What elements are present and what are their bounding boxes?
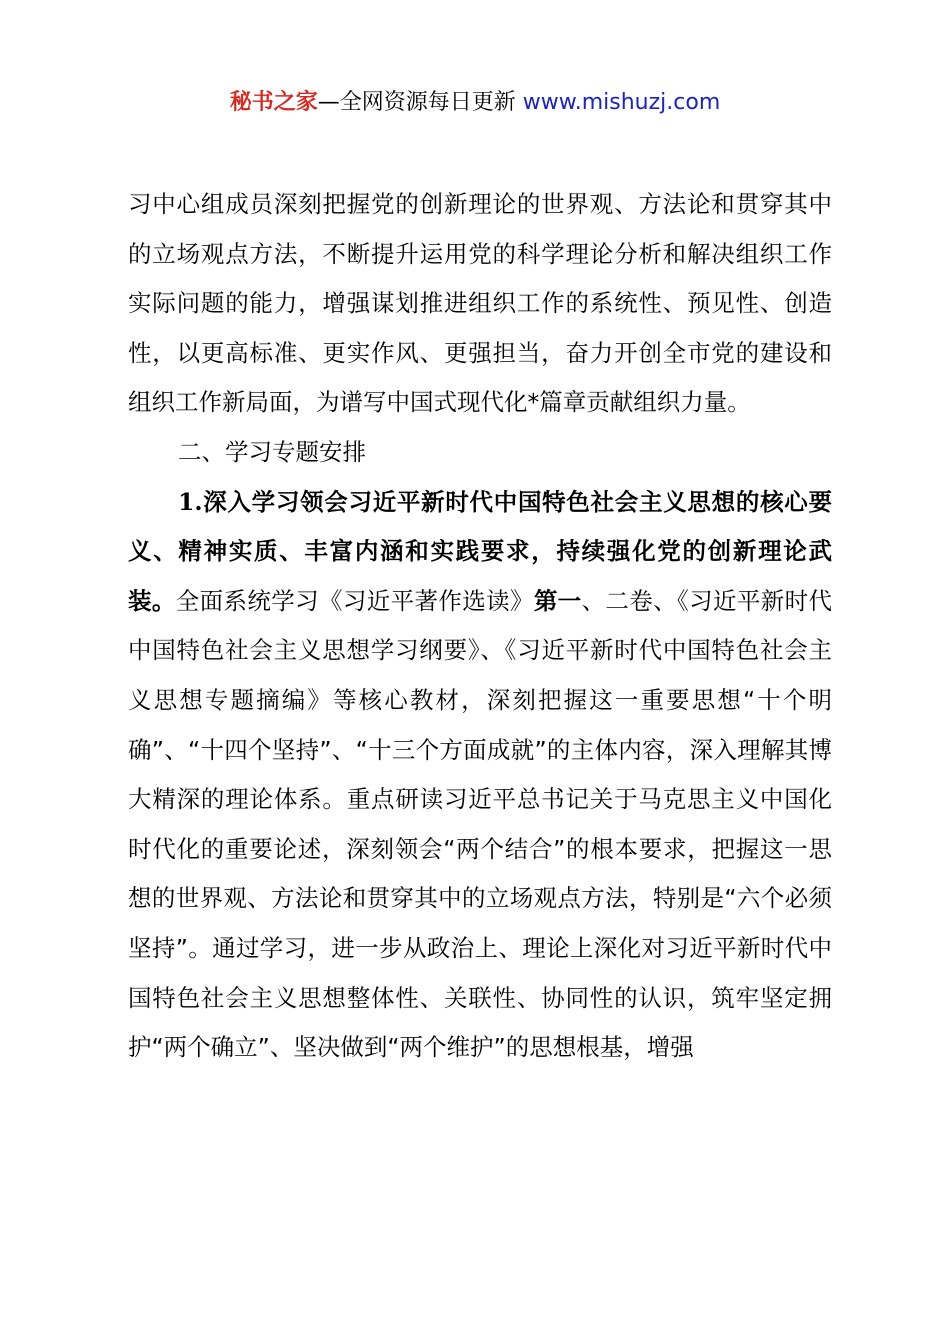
paragraph-continued: 习中心组成员深刻把握党的创新理论的世界观、方法论和贯穿其中的立场观点方法，不断提升运用党的科学理论分析和解决组织工作实际问题的能力，增强谋划推进组织工作的系统性、预见性、创造性，以更高标准、更实作风、更强担当，奋力开创全市党的建设和组织工作新局面，为谱写中国式现代化*篇章贡献组织力量。 (128, 190, 832, 417)
item-1-text-a: 全面系统学习《习近平著作选读》 (175, 586, 534, 615)
item-1-bold-b: 第一 (533, 586, 582, 615)
website-link[interactable]: www.mishuzj.com (522, 90, 721, 115)
paragraph-item-1 (128, 478, 832, 1073)
document-body (128, 180, 832, 1073)
brand-name: 秘书之家 (229, 90, 318, 115)
header-slogan: —全网资源每日更新 (317, 90, 523, 115)
item-1-bold-lead: 1.深入学习领会习近平新时代中国特色社会主义思想的核心要义、精神实质、丰富内涵和实践要求，持续强化党的创新理论武装。 (128, 487, 832, 615)
section-heading: 二、学习专题安排 (178, 437, 366, 466)
page-header (0, 86, 950, 120)
item-1-text-b: 、二卷、《习近平新时代中国特色社会主义思想学习纲要》、《习近平新时代中国特色社会主义思想专题摘编》等核心教材，深刻把握这一重要思想“十个明确”、“十四个坚持”、“十三个方面成就”的主体内容，深入理解其博大精深的理论体系。重点研读习近平总书记关于马克思主义中国化时代化的重要论述，深刻领会“两个结合”的根本要求，把握这一思想的世界观、方法论和贯穿其中的立场观点方法，特别是“六个必须坚持”。通过学习，进一步从政治上、理论上深化对习近平新时代中国特色社会主义思想整体性、关联性、协同性的认识，筑牢坚定拥护“两个确立”、坚决做到“两个维护”的思想根基，增强 (128, 586, 833, 1062)
